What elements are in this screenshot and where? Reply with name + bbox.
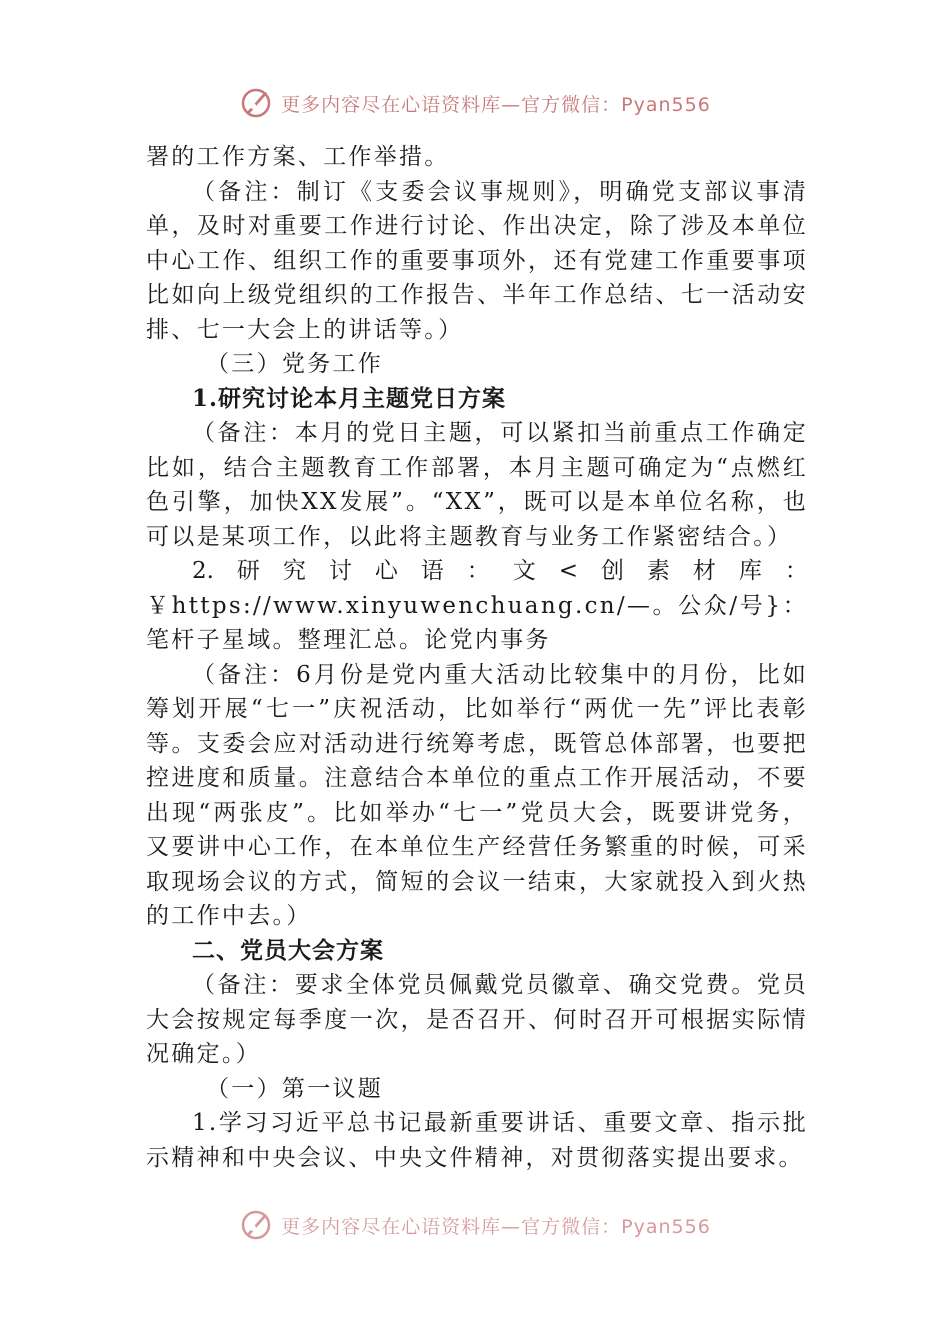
item-2-char: 2.: [192, 558, 214, 584]
item-2-char: 材: [692, 558, 716, 584]
logo-icon: [239, 1208, 273, 1242]
item-2-char: 究: [282, 558, 306, 584]
item-2-char: 语: [420, 558, 444, 584]
item-2-char: ：: [784, 558, 808, 584]
item-2-char: 创: [600, 558, 624, 584]
item-2-char: 文: [512, 558, 536, 584]
paragraph-note-1: （备注：制订《支委会议事规则》，明确党支部议事清单，及时对重要工作进行讨论、作出决定，除了涉及本单位中心工作、组织工作的重要事项外，还有党建工作重要事项比如向上级党组织的工作报告、半年工作总结、七一活动安排、七一大会上的讲话等。）: [146, 178, 808, 343]
paragraph-item-1: 1.学习习近平总书记最新重要讲话、重要文章、指示批示精神和中央会议、中央文件精神，对贯彻落实提出要求。: [146, 1110, 808, 1171]
document-body: [146, 140, 808, 1175]
item-2-char: 研: [236, 558, 260, 584]
paragraph-note-3: （备注：6月份是党内重大活动比较集中的月份，比如筹划开展“七一”庆祝活动，比如举行“两优一先”评比表彰等。支委会应对活动进行统筹考虑，既管总体部署，也要把控进度和质量。注意结合本单位的重点工作开展活动，不要出现“两张皮”。比如举办“七一”党员大会，既要讲党务，又要讲中心工作，在本单位生产经营任务繁重的时候，可采取现场会议的方式，简短的会议一结束，大家就投入到火热的工作中去。）: [146, 661, 808, 929]
item-2-rest: ￥https://www.xinyuwenchuang.cn/—。公众/号}：笔杆子星域。整理汇总。论党内事务: [146, 592, 808, 653]
section-heading-2: 二、党员大会方案: [192, 936, 384, 964]
subsection-heading-1: （一）第一议题: [206, 1075, 384, 1102]
watermark-header: [0, 86, 950, 120]
item-2-char: <: [558, 558, 578, 584]
item-2-char: ：: [466, 558, 490, 584]
item-heading-1: 1.研究讨论本月主题党日方案: [192, 384, 507, 412]
paragraph-note-4: （备注：要求全体党员佩戴党员徽章、确交党费。党员大会按规定每季度一次，是否召开、何时召开可根据实际情况确定。）: [146, 972, 808, 1067]
item-2-line: [146, 554, 808, 589]
watermark-text: 更多内容尽在心语资料库—官方微信：Pyan556: [281, 1215, 711, 1238]
watermark-text: 更多内容尽在心语资料库—官方微信：Pyan556: [281, 93, 711, 116]
logo-icon: [239, 86, 273, 120]
item-2-char: 心: [374, 558, 398, 584]
item-2-char: 库: [738, 558, 762, 584]
paragraph-note-2: （备注：本月的党日主题，可以紧扣当前重点工作确定比如，结合主题教育工作部署，本月主题可确定为“点燃红色引擎，加快XX发展”。“XX”，既可以是本单位名称，也可以是某项工作，以此将主题教育与业务工作紧密结合。）: [146, 420, 808, 550]
item-2-char: 讨: [328, 558, 352, 584]
watermark-footer: [0, 1208, 950, 1242]
item-2-char: 素: [646, 558, 670, 584]
paragraph-1: 署的工作方案、工作举措。: [146, 144, 450, 170]
section-heading-3: （三）党务工作: [206, 351, 384, 377]
